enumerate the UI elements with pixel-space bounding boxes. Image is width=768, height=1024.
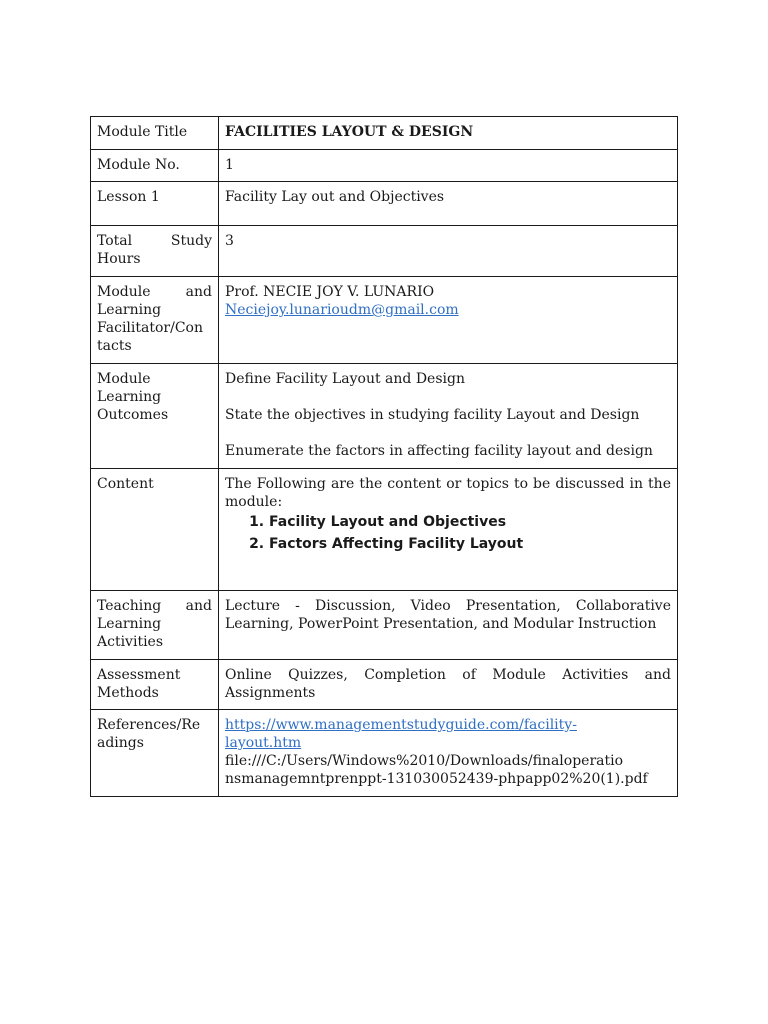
content-topic-list [225,511,671,555]
label-outcomes [91,364,219,469]
row-lesson [91,182,678,226]
label-assessment-line1: Assessment [97,667,181,683]
outcome-item: State the objectives in studying facility Layout and Design [225,407,640,423]
row-facilitator [91,277,678,364]
label-facilitator-line1: Module and [97,284,212,300]
label-teaching-line1: Teaching and [97,598,212,614]
label-facilitator-line3: Facilitator/Con [97,320,203,336]
label-assessment [91,660,219,710]
label-module-title: Module Title [91,117,219,150]
label-facilitator-line4: tacts [97,338,132,354]
row-outcomes [91,364,678,469]
module-info-table [90,116,678,797]
row-study-hours [91,226,678,277]
label-study-hours-line2: Hours [97,251,141,267]
value-content [219,469,678,591]
label-outcomes-line3: Outcomes [97,407,169,423]
label-references-line1: References/Re [97,717,201,733]
label-study-hours-line1: Total Study [97,233,212,249]
row-module-no [91,150,678,182]
row-teaching [91,591,678,660]
value-study-hours: 3 [219,226,678,277]
label-content: Content [91,469,219,591]
label-assessment-line2: Methods [97,685,159,701]
value-lesson: Facility Lay out and Objectives [219,182,678,226]
content-topic-item: 2. Factors Affecting Facility Layout [269,533,671,555]
reference-file-line1: file:///C:/Users/Windows%2010/Downloads/finaloperatio [225,753,624,769]
label-teaching-line2: Learning [97,616,162,632]
value-module-title: FACILITIES LAYOUT & DESIGN [219,117,678,150]
label-facilitator [91,277,219,364]
outcome-item: Enumerate the factors in affecting facility layout and design [225,443,653,459]
value-teaching: Lecture - Discussion, Video Presentation, Collaborative Learning, PowerPoint Presentation, and Modular Instruction [219,591,678,660]
label-module-no: Module No. [91,150,219,182]
row-references [91,710,678,797]
label-study-hours [91,226,219,277]
label-lesson: Lesson 1 [91,182,219,226]
row-assessment [91,660,678,710]
row-content [91,469,678,591]
label-outcomes-line2: Learning [97,389,162,405]
reference-url-link-line1[interactable]: https://www.managementstudyguide.com/facility- [225,717,577,733]
value-assessment: Online Quizzes, Completion of Module Activities and Assignments [219,660,678,710]
label-references-line2: adings [97,735,144,751]
content-topic-item: 1. Facility Layout and Objectives [269,511,671,533]
label-teaching-line3: Activities [97,634,164,650]
value-facilitator [219,277,678,364]
facilitator-email-link[interactable]: Neciejoy.lunarioudm@gmail.com [225,302,459,318]
label-facilitator-line2: Learning [97,302,162,318]
label-references [91,710,219,797]
label-outcomes-line1: Module [97,371,151,387]
reference-url-link-line2[interactable]: layout.htm [225,735,302,751]
content-intro: The Following are the content or topics to be discussed in the module: [225,476,671,510]
value-references [219,710,678,797]
reference-file-line2: nsmanagemntprenppt-131030052439-phpapp02%20(1).pdf [225,771,648,787]
facilitator-name: Prof. NECIE JOY V. LUNARIO [225,284,435,300]
value-module-no: 1 [219,150,678,182]
value-outcomes [219,364,678,469]
row-module-title [91,117,678,150]
label-teaching [91,591,219,660]
outcome-item: Define Facility Layout and Design [225,371,465,387]
